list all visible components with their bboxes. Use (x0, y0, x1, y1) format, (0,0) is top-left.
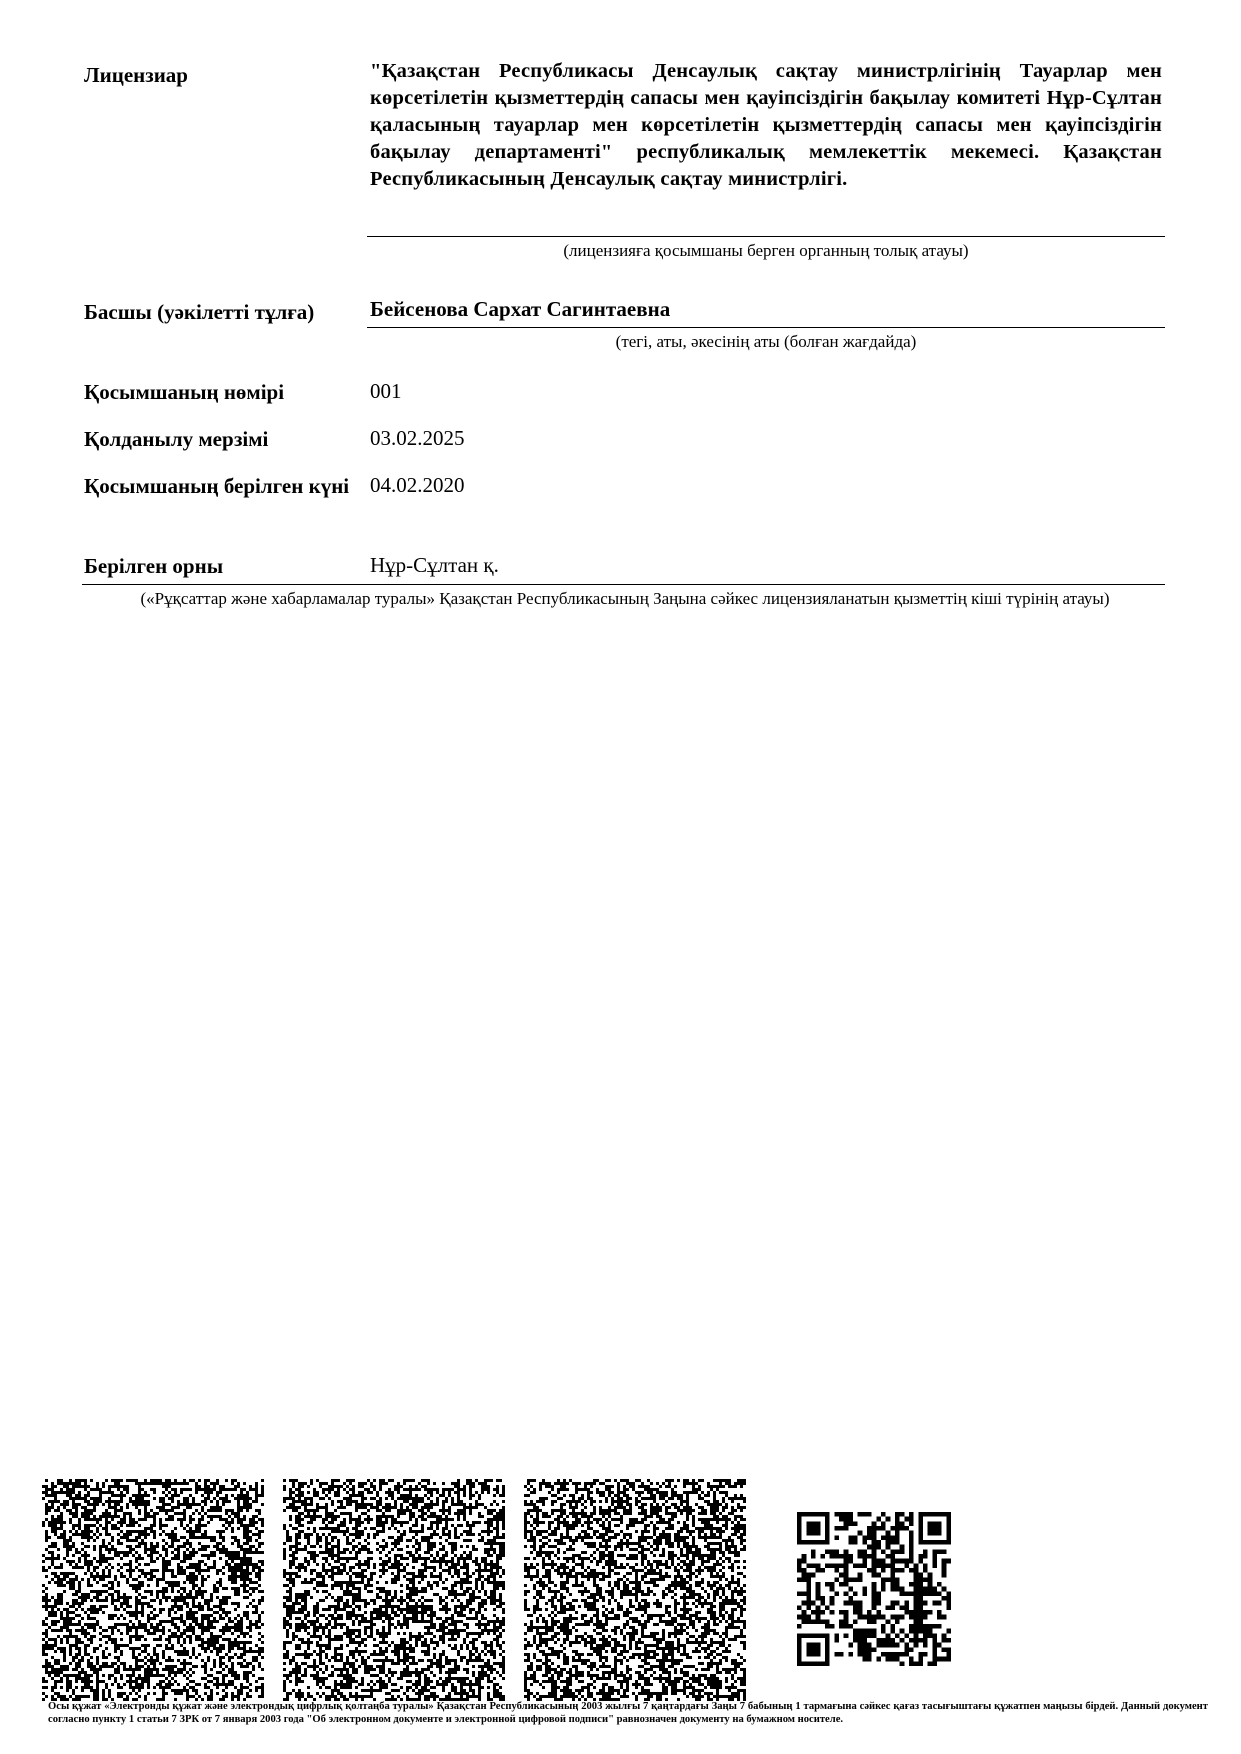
validity-value: 03.02.2025 (370, 426, 465, 450)
head-underline (367, 327, 1165, 328)
licensor-value: "Қазақстан Республикасы Денсаулық сақтау министрлігінің Тауарлар мен көрсетілетін қызметтердің сапасы мен қауіпсіздігін бақылау комитеті Нұр-Сұлтан қаласының тауарлар мен көрсетілетін қызметтердің сапасы мен қауіпсіздігін бақылау департаменті" республикалық мемлекеттік мекемесі. Қазақстан Республикасының Денсаулық сақтау министрлігі. (370, 60, 1162, 190)
licensor-caption: (лицензияға қосымшаны берген органның толық атауы) (563, 241, 969, 260)
signature-qr-code-1 (42, 1479, 264, 1701)
head-value: Бейсенова Сархат Сагинтаевна (370, 297, 671, 321)
appendix-number-label: Қосымшаның нөмірі (84, 380, 285, 404)
licensor-underline (367, 236, 1165, 237)
licensor-label: Лицензиар (84, 63, 188, 87)
issue-date-value: 04.02.2020 (370, 473, 465, 497)
issue-date-label: Қосымшаның берілген күні (84, 474, 350, 498)
signature-qr-code-3 (524, 1479, 746, 1701)
place-caption: («Рұқсаттар және хабарламалар туралы» Қазақстан Республикасының Заңына сәйкес лицензияланатын қызметтің кіші түрінің атауы) (140, 589, 1110, 608)
place-value: Нұр-Сұлтан қ. (370, 553, 499, 577)
head-caption: (тегі, аты, әкесінің аты (болған жағдайда) (615, 332, 917, 351)
signature-qr-code-2 (283, 1479, 505, 1701)
verification-qr-code (797, 1512, 951, 1666)
appendix-number-value: 001 (370, 379, 402, 403)
head-label: Басшы (уәкілетті тұлға) (84, 300, 315, 324)
place-underline (82, 584, 1165, 585)
validity-label: Қолданылу мерзімі (84, 427, 269, 451)
legal-footer-note: Осы құжат «Электронды құжат және электрондық цифрлық қолтаңба туралы» Қазақстан Республикасының 2003 жылғы 7 қаңтардағы Заңы 7 бабының 1 тармағына сәйкес қағаз тасығыштағы құжатпен маңызы бірдей. Данный документ согласно пункту 1 статьи 7 ЗРК от 7 января 2003 года "Об электронном документе и электронной цифровой подписи" равнозначен документу на бумажном носителе. (48, 1701, 1208, 1725)
place-label: Берілген орны (84, 554, 224, 578)
